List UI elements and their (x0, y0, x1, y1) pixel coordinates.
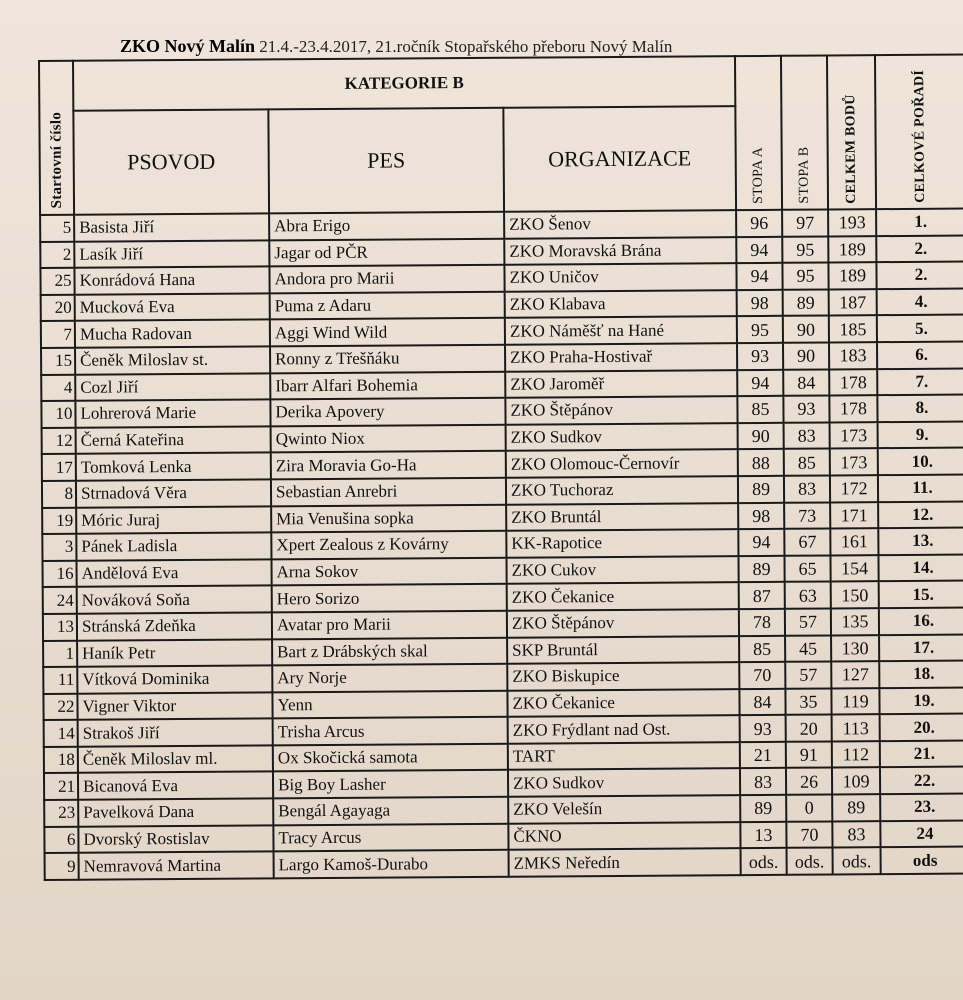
score-stopa-b: 90 (783, 342, 829, 369)
dog-name: Ibarr Alfari Bohemia (270, 371, 505, 399)
handler-name: Tomková Lenka (76, 453, 271, 481)
dog-name: Ary Norje (272, 664, 507, 692)
score-stopa-b: 91 (786, 741, 832, 768)
dog-name: Abra Erigo (269, 212, 504, 240)
score-stopa-b: 35 (785, 688, 831, 715)
handler-name: Černá Kateřina (76, 426, 271, 454)
score-stopa-b: 20 (786, 715, 832, 742)
score-stopa-a: 94 (737, 369, 783, 396)
score-stopa-a: 21 (740, 742, 786, 769)
dog-name: Ox Skočická samota (273, 744, 508, 772)
handler-name: Haník Petr (77, 639, 272, 667)
overall-rank: 20. (880, 714, 963, 741)
handler-name: Vítková Dominika (77, 665, 272, 693)
score-stopa-b: 83 (784, 475, 830, 502)
start-number: 15 (41, 348, 75, 375)
organization: ZKO Tuchoraz (506, 476, 738, 504)
results-table (38, 54, 963, 881)
dog-name: Largo Kamoš-Durabo (274, 850, 509, 878)
overall-rank: 17. (879, 634, 963, 661)
organization: ZKO Náměšť na Hané (505, 317, 737, 345)
organization: ZKO Cukov (506, 556, 738, 584)
handler-name: Dvorský Rostislav (78, 825, 273, 853)
overall-rank: 15. (879, 581, 963, 608)
handler-name: Nemravová Martina (79, 852, 274, 880)
score-stopa-a: 89 (738, 476, 784, 503)
header-start-number: Startovní číslo (39, 61, 74, 215)
dog-name: Qwinto Niox (271, 424, 506, 452)
overall-rank: 5. (877, 315, 963, 342)
title-organizer: ZKO Nový Malín (120, 36, 256, 56)
total-points: 185 (829, 316, 877, 343)
handler-name: Lasík Jiří (74, 240, 269, 268)
start-number: 14 (44, 720, 78, 747)
organization: ZKO Olomouc-Černovír (506, 449, 738, 477)
total-points: 154 (830, 555, 878, 582)
organization: ZKO Štěpánov (507, 609, 739, 637)
score-stopa-b: ods. (787, 848, 833, 875)
total-points: 130 (831, 635, 879, 662)
organization: ZKO Sudkov (508, 769, 740, 797)
overall-rank: 19. (879, 687, 963, 714)
handler-name: Nováková Soňa (77, 586, 272, 614)
header-organizace: ORGANIZACE (503, 106, 736, 212)
handler-name: Lohrerová Marie (75, 400, 270, 428)
start-number: 24 (43, 587, 77, 614)
start-number: 25 (40, 268, 74, 295)
dog-name: Yenn (272, 690, 507, 718)
total-points: 187 (829, 289, 877, 316)
start-number: 9 (45, 853, 79, 880)
score-stopa-a: 85 (739, 635, 785, 662)
start-number: 8 (42, 481, 76, 508)
score-stopa-b: 63 (785, 582, 831, 609)
score-stopa-a: 70 (739, 662, 785, 689)
score-stopa-b: 57 (785, 608, 831, 635)
total-points: 150 (831, 581, 879, 608)
handler-name: Pánek Ladisla (76, 533, 271, 561)
handler-name: Bicanová Eva (78, 772, 273, 800)
total-points: 193 (828, 209, 876, 236)
score-stopa-a: 85 (737, 396, 783, 423)
organization: ZKO Moravská Brána (504, 237, 736, 265)
overall-rank: 22. (880, 767, 963, 794)
overall-rank: 6. (877, 341, 963, 368)
overall-rank: 9. (878, 421, 963, 448)
score-stopa-b: 97 (782, 209, 828, 236)
dog-name: Jagar od PČR (269, 238, 504, 266)
total-points: 189 (828, 262, 876, 289)
organization: TART (508, 742, 740, 770)
overall-rank: 2. (876, 235, 963, 262)
handler-name: Mucha Radovan (75, 320, 270, 348)
total-points: 173 (830, 448, 878, 475)
score-stopa-b: 90 (783, 316, 829, 343)
total-points: 119 (831, 688, 879, 715)
total-points: 171 (830, 502, 878, 529)
overall-rank: 24 (880, 820, 963, 847)
total-points: 135 (831, 608, 879, 635)
score-stopa-b: 85 (784, 449, 830, 476)
organization: SKP Bruntál (507, 636, 739, 664)
score-stopa-b: 67 (784, 529, 830, 556)
total-points: 112 (832, 741, 880, 768)
dog-name: Avatar pro Marii (272, 611, 507, 639)
organization: ZKO Frýdlant nad Ost. (508, 715, 740, 743)
total-points: 113 (832, 714, 880, 741)
handler-name: Čeněk Miloslav ml. (78, 745, 273, 773)
header-pes: PES (268, 108, 504, 214)
dog-name: Zira Moravia Go-Ha (271, 451, 506, 479)
header-celkem-bodu: CELKEM BODŮ (827, 55, 876, 209)
handler-name: Pavelková Dana (78, 798, 273, 826)
score-stopa-a: 95 (737, 316, 783, 343)
overall-rank: 12. (878, 501, 963, 528)
dog-name: Big Boy Lasher (273, 770, 508, 798)
dog-name: Mia Venušina sopka (271, 504, 506, 532)
score-stopa-a: 94 (736, 263, 782, 290)
handler-name: Móric Juraj (76, 506, 271, 534)
total-points: 172 (830, 475, 878, 502)
dog-name: Bengál Agayaga (273, 797, 508, 825)
organization: ZKO Čekanice (507, 689, 739, 717)
score-stopa-a: 93 (737, 343, 783, 370)
overall-rank: 23. (880, 794, 963, 821)
overall-rank: 11. (878, 474, 963, 501)
overall-rank: 4. (877, 288, 963, 315)
start-number: 20 (41, 295, 75, 322)
start-number: 10 (41, 401, 75, 428)
dog-name: Derika Apovery (270, 398, 505, 426)
total-points: 178 (829, 395, 877, 422)
score-stopa-b: 0 (786, 795, 832, 822)
overall-rank: 16. (879, 607, 963, 634)
score-stopa-a: 90 (738, 423, 784, 450)
start-number: 13 (43, 614, 77, 641)
organization: ZMKS Neředín (509, 848, 741, 876)
organization: ZKO Šenov (504, 210, 736, 238)
header-stopa-a: STOPA A (735, 56, 782, 210)
start-number: 17 (42, 454, 76, 481)
score-stopa-b: 95 (782, 236, 828, 263)
start-number: 5 (40, 215, 74, 242)
organization: KK-Rapotice (506, 529, 738, 557)
total-points: 161 (830, 528, 878, 555)
handler-name: Konrádová Hana (74, 267, 269, 295)
dog-name: Bart z Drábských skal (272, 637, 507, 665)
total-points: 189 (828, 236, 876, 263)
dog-name: Puma z Adaru (270, 292, 505, 320)
score-stopa-b: 89 (783, 289, 829, 316)
organization: ČKNO (508, 822, 740, 850)
dog-name: Tracy Arcus (273, 823, 508, 851)
score-stopa-b: 57 (785, 662, 831, 689)
total-points: 89 (832, 794, 880, 821)
organization: ZKO Čekanice (507, 582, 739, 610)
start-number: 19 (42, 507, 76, 534)
dog-name: Arna Sokov (271, 557, 506, 585)
start-number: 12 (42, 427, 76, 454)
overall-rank: 18. (879, 661, 963, 688)
start-number: 7 (41, 321, 75, 348)
dog-name: Trisha Arcus (273, 717, 508, 745)
overall-rank: 13. (878, 528, 963, 555)
total-points: 183 (829, 342, 877, 369)
header-celkove-poradi: CELKOVÉ POŘADÍ (875, 55, 963, 210)
score-stopa-a: 93 (740, 715, 786, 742)
score-stopa-b: 26 (786, 768, 832, 795)
score-stopa-b: 70 (786, 821, 832, 848)
score-stopa-b: 73 (784, 502, 830, 529)
handler-name: Cozl Jiří (75, 373, 270, 401)
score-stopa-a: ods. (741, 848, 787, 875)
handler-name: Čeněk Miloslav st. (75, 346, 270, 374)
score-stopa-b: 45 (785, 635, 831, 662)
handler-name: Mucková Eva (75, 293, 270, 321)
start-number: 1 (43, 640, 77, 667)
start-number: 6 (44, 826, 78, 853)
handler-name: Vigner Viktor (77, 692, 272, 720)
score-stopa-a: 13 (740, 821, 786, 848)
handler-name: Basista Jiří (74, 213, 269, 241)
start-number: 16 (42, 560, 76, 587)
start-number: 11 (43, 667, 77, 694)
total-points: 127 (831, 661, 879, 688)
dog-name: Hero Sorizo (272, 584, 507, 612)
score-stopa-a: 98 (738, 502, 784, 529)
organization: ZKO Klabava (505, 290, 737, 318)
organization: ZKO Praha-Hostivař (505, 343, 737, 371)
score-stopa-a: 94 (736, 236, 782, 263)
start-number: 4 (41, 374, 75, 401)
score-stopa-b: 95 (782, 263, 828, 290)
handler-name: Strakoš Jiří (78, 719, 273, 747)
header-psovod: PSOVOD (73, 109, 269, 214)
dog-name: Andora pro Marii (269, 265, 504, 293)
score-stopa-a: 89 (738, 556, 784, 583)
score-stopa-a: 83 (740, 768, 786, 795)
score-stopa-a: 87 (739, 582, 785, 609)
organization: ZKO Velešín (508, 795, 740, 823)
score-stopa-a: 78 (739, 609, 785, 636)
organization: ZKO Uničov (504, 263, 736, 291)
total-points: ods. (833, 847, 881, 874)
score-stopa-a: 98 (737, 290, 783, 317)
organization: ZKO Štěpánov (505, 396, 737, 424)
dog-name: Ronny z Třešňáku (270, 345, 505, 373)
score-stopa-a: 94 (738, 529, 784, 556)
header-stopa-b: STOPA B (781, 55, 828, 209)
organization: ZKO Bruntál (506, 503, 738, 531)
total-points: 173 (830, 422, 878, 449)
handler-name: Stránská Zdeňka (77, 612, 272, 640)
score-stopa-b: 83 (784, 422, 830, 449)
overall-rank: 7. (877, 368, 963, 395)
organization: ZKO Sudkov (506, 423, 738, 451)
start-number: 2 (40, 241, 74, 268)
total-points: 109 (832, 768, 880, 795)
score-stopa-a: 84 (739, 688, 785, 715)
score-stopa-a: 89 (740, 795, 786, 822)
overall-rank: 2. (876, 262, 963, 289)
score-stopa-a: 96 (736, 210, 782, 237)
score-stopa-b: 84 (783, 369, 829, 396)
overall-rank: ods (881, 847, 963, 874)
total-points: 178 (829, 369, 877, 396)
table-row (45, 847, 963, 880)
overall-rank: 8. (877, 395, 963, 422)
header-category: KATEGORIE B (73, 56, 735, 111)
start-number: 23 (44, 800, 78, 827)
score-stopa-a: 88 (738, 449, 784, 476)
overall-rank: 14. (878, 554, 963, 581)
dog-name: Sebastian Anrebri (271, 478, 506, 506)
overall-rank: 10. (878, 448, 963, 475)
score-stopa-b: 93 (783, 396, 829, 423)
start-number: 21 (44, 773, 78, 800)
title-event: 21.4.-23.4.2017, 21.ročník Stopařského přeboru Nový Malín (259, 37, 673, 56)
dog-name: Xpert Zealous z Kovárny (271, 531, 506, 559)
start-number: 22 (43, 693, 77, 720)
start-number: 3 (42, 534, 76, 561)
overall-rank: 21. (880, 740, 963, 767)
overall-rank: 1. (876, 209, 963, 236)
start-number: 18 (44, 747, 78, 774)
total-points: 83 (832, 821, 880, 848)
organization: ZKO Jaroměř (505, 370, 737, 398)
handler-name: Andělová Eva (76, 559, 271, 587)
organization: ZKO Biskupice (507, 662, 739, 690)
handler-name: Strnadová Věra (76, 479, 271, 507)
score-stopa-b: 65 (784, 555, 830, 582)
dog-name: Aggi Wind Wild (270, 318, 505, 346)
